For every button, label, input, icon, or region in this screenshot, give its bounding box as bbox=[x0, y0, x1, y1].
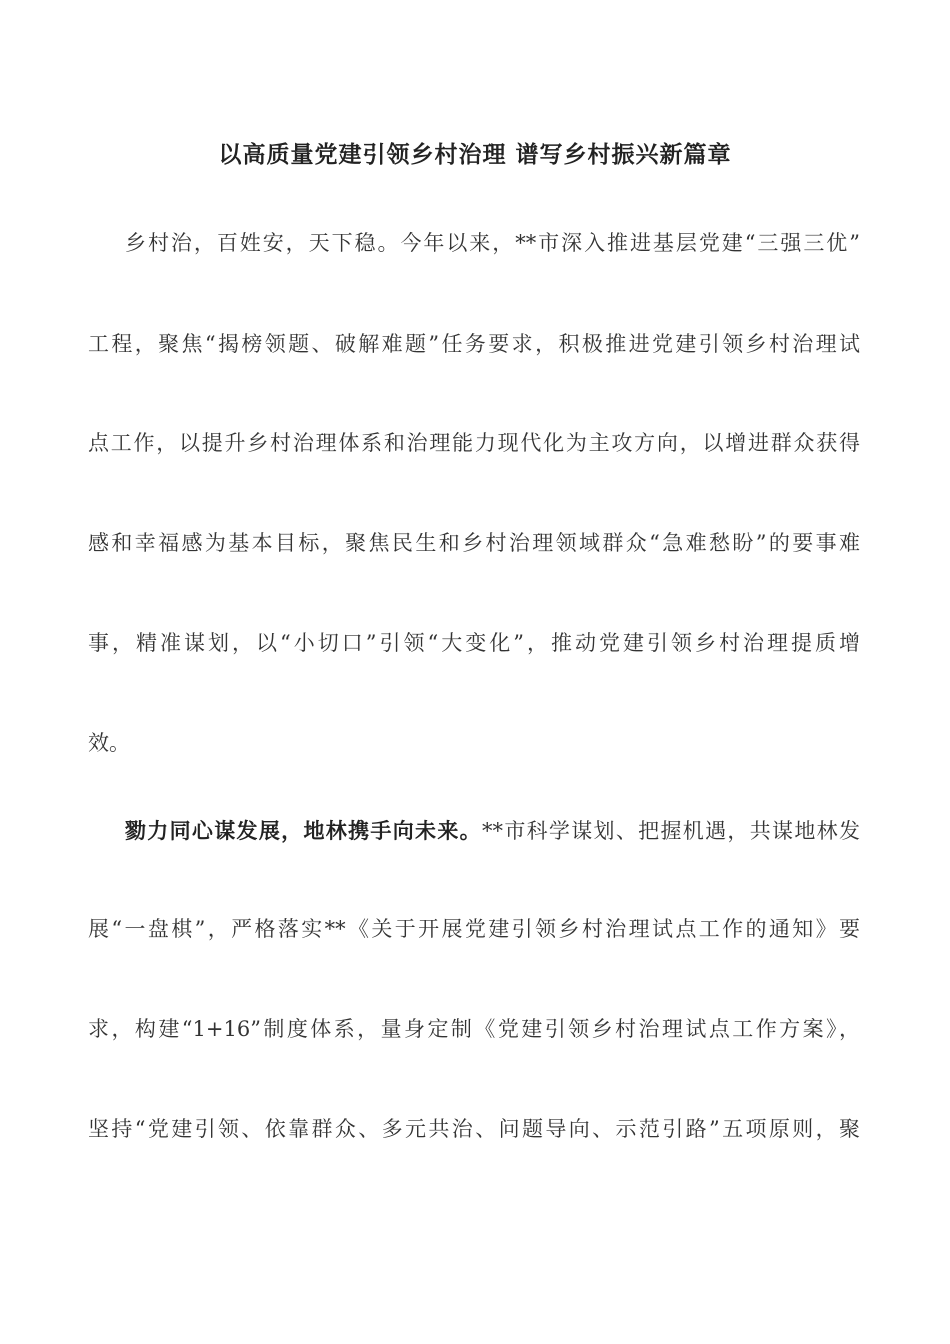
paragraph-line-rest: **市科学谋划、把握机遇，共谋地林发 bbox=[482, 819, 860, 843]
paragraph-line: 点工作，以提升乡村治理体系和治理能力现代化为主攻方向，以增进群众获得 bbox=[88, 431, 860, 455]
document-title: 以高质量党建引领乡村治理 谱写乡村振兴新篇章 bbox=[218, 142, 732, 168]
paragraph-line: 工程，聚焦“揭榜领题、破解难题”任务要求，积极推进党建引领乡村治理试 bbox=[88, 332, 860, 356]
paragraph-line: 感和幸福感为基本目标，聚焦民生和乡村治理领域群众“急难愁盼”的要事难 bbox=[88, 531, 860, 555]
paragraph-lead-heading: 勠力同心谋发展，地林携手向未来。 bbox=[125, 819, 482, 843]
paragraph-line: 乡村治，百姓安，天下稳。今年以来，**市深入推进基层党建“三强三优” bbox=[125, 231, 860, 255]
paragraph-line: 展“一盘棋”，严格落实**《关于开展党建引领乡村治理试点工作的通知》要 bbox=[88, 917, 860, 941]
paragraph-line: 效。 bbox=[88, 731, 130, 755]
paragraph-line bbox=[125, 815, 860, 845]
paragraph-line: 求，构建“1+16”制度体系，量身定制《党建引领乡村治理试点工作方案》， bbox=[88, 1017, 860, 1041]
paragraph-line: 坚持“党建引领、依靠群众、多元共治、问题导向、示范引路”五项原则，聚 bbox=[88, 1117, 860, 1141]
paragraph-line: 事，精准谋划，以“小切口”引领“大变化”，推动党建引领乡村治理提质增 bbox=[88, 631, 860, 655]
